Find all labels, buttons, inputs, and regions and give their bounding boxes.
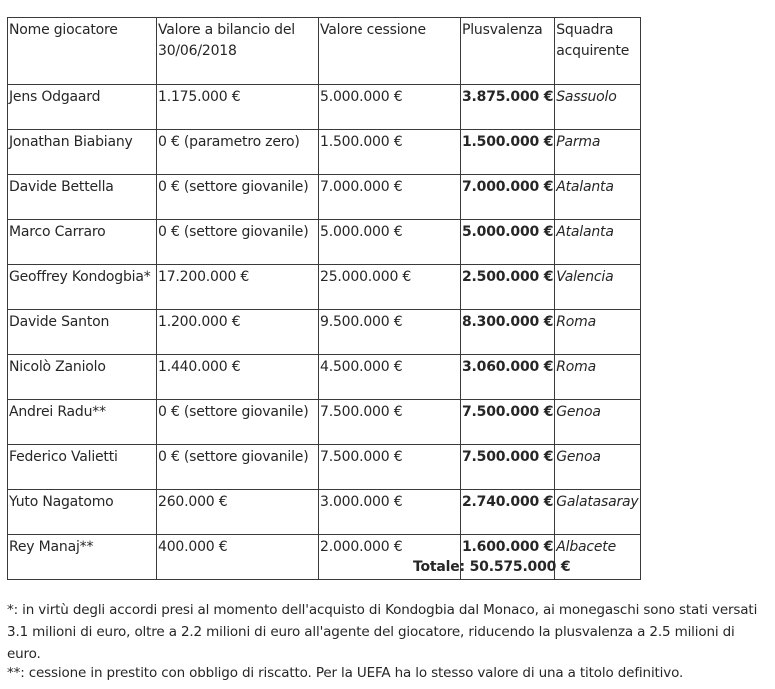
- cell-book-value: 0 € (settore giovanile): [157, 175, 319, 220]
- cell-book-value: 1.175.000 €: [157, 85, 319, 130]
- total-capital-gain: Totale: 50.575.000 €: [413, 559, 571, 575]
- cell-book-value: 1.440.000 €: [157, 355, 319, 400]
- cell-sale-value: 9.500.000 €: [319, 310, 461, 355]
- capital-gains-table: [7, 17, 641, 580]
- cell-sale-value: 7.500.000 €: [319, 400, 461, 445]
- cell-book-value: 260.000 €: [157, 490, 319, 535]
- cell-sale-value: 5.000.000 €: [319, 85, 461, 130]
- cell-player-name: Rey Manaj**: [8, 535, 157, 580]
- cell-player-name: Davide Bettella: [8, 175, 157, 220]
- cell-buyer-team: Roma: [555, 310, 640, 355]
- cell-buyer-team: Roma: [555, 355, 640, 400]
- cell-book-value: 400.000 €: [157, 535, 319, 580]
- cell-capital-gain: 5.000.000 €: [461, 220, 555, 265]
- table-row: [8, 490, 641, 535]
- cell-player-name: Federico Valietti: [8, 445, 157, 490]
- cell-capital-gain: 7.500.000 €: [461, 400, 555, 445]
- cell-buyer-team: Parma: [555, 130, 640, 175]
- table-row: [8, 355, 641, 400]
- cell-capital-gain: 1.600.000 €: [461, 535, 555, 580]
- cell-player-name: Jonathan Biabiany: [8, 130, 157, 175]
- cell-buyer-team: Atalanta: [555, 175, 640, 220]
- cell-capital-gain: 8.300.000 €: [461, 310, 555, 355]
- cell-player-name: Marco Carraro: [8, 220, 157, 265]
- table-row: [8, 265, 641, 310]
- cell-sale-value: 25.000.000 €: [319, 265, 461, 310]
- cell-capital-gain: 2.740.000 €: [461, 490, 555, 535]
- cell-capital-gain: 3.060.000 €: [461, 355, 555, 400]
- cell-buyer-team: Atalanta: [555, 220, 640, 265]
- cell-book-value: 17.200.000 €: [157, 265, 319, 310]
- table-row: [8, 445, 641, 490]
- footnote-loan: **: cessione in prestito con obbligo di riscatto. Per la UEFA ha lo stesso valore di una a titolo definitivo.: [7, 665, 684, 681]
- cell-buyer-team: Galatasaray: [555, 490, 640, 535]
- cell-buyer-team: Genoa: [555, 445, 640, 490]
- table-row: [8, 175, 641, 220]
- footnote-kondogbia: *: in virtù degli accordi presi al momento dell'acquisto di Kondogbia dal Monaco, ai monegaschi sono stati versati 3.1 milioni di euro, oltre a 2.2 milioni di euro all'agente del giocatore, riducendo la plusvalenza a 2.5 milioni di euro.: [7, 602, 758, 662]
- cell-player-name: Jens Odgaard: [8, 85, 157, 130]
- cell-buyer-team: Genoa: [555, 400, 640, 445]
- cell-book-value: 0 € (settore giovanile): [157, 220, 319, 265]
- cell-book-value: 1.200.000 €: [157, 310, 319, 355]
- header-capital-gain: Plusvalenza: [461, 18, 555, 85]
- cell-player-name: Geoffrey Kondogbia*: [8, 265, 157, 310]
- cell-capital-gain: 1.500.000 €: [461, 130, 555, 175]
- cell-book-value: 0 € (settore giovanile): [157, 445, 319, 490]
- cell-sale-value: 7.500.000 €: [319, 445, 461, 490]
- cell-capital-gain: 3.875.000 €: [461, 85, 555, 130]
- cell-buyer-team: Albacete: [555, 535, 640, 580]
- header-player-name: Nome giocatore: [8, 18, 157, 85]
- cell-buyer-team: Sassuolo: [555, 85, 640, 130]
- table-body: [8, 85, 641, 580]
- cell-buyer-team: Valencia: [555, 265, 640, 310]
- cell-player-name: Nicolò Zaniolo: [8, 355, 157, 400]
- cell-sale-value: 3.000.000 €: [319, 490, 461, 535]
- cell-sale-value: 2.000.000 €: [319, 535, 461, 580]
- table-row: [8, 130, 641, 175]
- cell-player-name: Yuto Nagatomo: [8, 490, 157, 535]
- cell-book-value: 0 € (settore giovanile): [157, 400, 319, 445]
- header-buyer-team: Squadra acquirente: [555, 18, 640, 85]
- cell-book-value: 0 € (parametro zero): [157, 130, 319, 175]
- cell-player-name: Andrei Radu**: [8, 400, 157, 445]
- cell-capital-gain: 7.000.000 €: [461, 175, 555, 220]
- table-header-row: [8, 18, 641, 85]
- cell-sale-value: 1.500.000 €: [319, 130, 461, 175]
- cell-capital-gain: 2.500.000 €: [461, 265, 555, 310]
- header-book-value: Valore a bilancio del 30/06/2018: [157, 18, 319, 85]
- table-row: [8, 85, 641, 130]
- table-row: [8, 220, 641, 265]
- table-row: [8, 400, 641, 445]
- cell-sale-value: 4.500.000 €: [319, 355, 461, 400]
- cell-capital-gain: 7.500.000 €: [461, 445, 555, 490]
- cell-sale-value: 7.000.000 €: [319, 175, 461, 220]
- header-sale-value: Valore cessione: [319, 18, 461, 85]
- cell-player-name: Davide Santon: [8, 310, 157, 355]
- cell-sale-value: 5.000.000 €: [319, 220, 461, 265]
- table-row: [8, 310, 641, 355]
